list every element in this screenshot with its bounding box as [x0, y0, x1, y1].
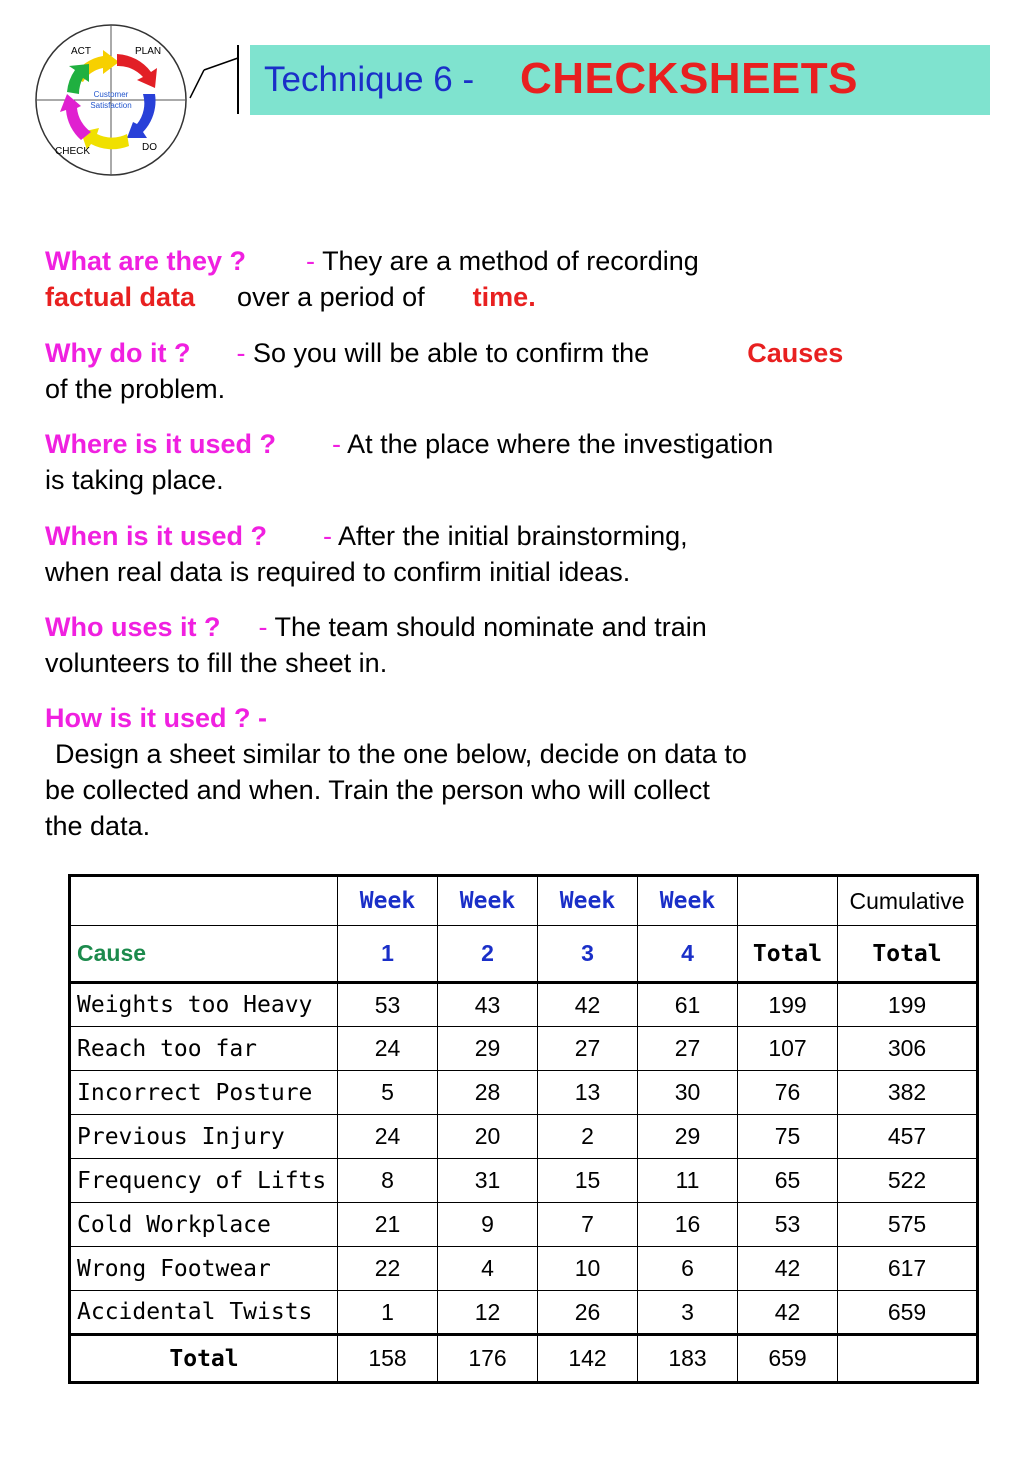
logo-plan-label: PLAN	[135, 46, 162, 57]
qa-why	[45, 335, 975, 407]
week-value-cell: 61	[638, 983, 738, 1027]
table-row	[70, 1247, 978, 1291]
qa-what	[45, 243, 975, 315]
week-value-cell: 29	[638, 1115, 738, 1159]
week-header: Week	[438, 876, 538, 926]
week-value-cell: 27	[538, 1027, 638, 1071]
row-total-cell: 76	[738, 1071, 838, 1115]
cumulative-cell: 199	[838, 983, 978, 1027]
row-total-cell: 42	[738, 1291, 838, 1335]
total-header: Total	[738, 926, 838, 983]
qa-dash: -	[306, 246, 316, 276]
qa-answer: So you will be able to confirm the	[252, 338, 650, 368]
row-total-cell: 107	[738, 1027, 838, 1071]
logo-connector-lines	[186, 40, 246, 120]
week-value-cell: 29	[438, 1027, 538, 1071]
week-header: Week	[338, 876, 438, 926]
qa-question: Where is it used ?	[45, 429, 277, 459]
header-row-numbers	[70, 926, 978, 983]
week-value-cell: 5	[338, 1071, 438, 1115]
qa-answer: The team should nominate and train	[274, 612, 707, 642]
table-row	[70, 1159, 978, 1203]
qa-highlight: time.	[472, 282, 536, 312]
cause-cell: Frequency of Lifts	[70, 1159, 338, 1203]
title-bar	[250, 45, 990, 115]
qa-dash: -	[236, 338, 246, 368]
footer-cumulative	[838, 1335, 978, 1383]
row-total-cell: 199	[738, 983, 838, 1027]
qa-highlight: Causes	[747, 338, 844, 368]
row-total-cell: 75	[738, 1115, 838, 1159]
footer-row	[70, 1335, 978, 1383]
week-value-cell: 26	[538, 1291, 638, 1335]
week-value-cell: 2	[538, 1115, 638, 1159]
cause-cell: Weights too Heavy	[70, 983, 338, 1027]
week-value-cell: 31	[438, 1159, 538, 1203]
qa-how	[45, 700, 975, 844]
qa-highlight: factual data	[45, 282, 196, 312]
week-value-cell: 10	[538, 1247, 638, 1291]
week-value-cell: 43	[438, 983, 538, 1027]
qa-answer: Design a sheet similar to the one below, decide on data to	[55, 739, 747, 769]
qa-when	[45, 518, 975, 590]
qa-answer: be collected and when. Train the person who will collect	[45, 775, 710, 805]
table-row	[70, 983, 978, 1027]
table-row	[70, 1115, 978, 1159]
cumulative-cell: 575	[838, 1203, 978, 1247]
footer-week-total: 158	[338, 1335, 438, 1383]
cause-cell: Reach too far	[70, 1027, 338, 1071]
footer-grand-total: 659	[738, 1335, 838, 1383]
qa-answer: of the problem.	[45, 374, 226, 404]
row-total-cell: 65	[738, 1159, 838, 1203]
logo-check-label: CHECK	[55, 146, 91, 157]
title-prefix: Technique 6 -	[264, 60, 484, 99]
week-value-cell: 7	[538, 1203, 638, 1247]
week-value-cell: 28	[438, 1071, 538, 1115]
week-value-cell: 3	[638, 1291, 738, 1335]
header-row-weeks	[70, 876, 978, 926]
qa-dash: -	[323, 521, 333, 551]
week-number: 2	[438, 926, 538, 983]
cumulative-cell: 306	[838, 1027, 978, 1071]
week-number: 4	[638, 926, 738, 983]
footer-week-total: 183	[638, 1335, 738, 1383]
table-row	[70, 1203, 978, 1247]
week-value-cell: 6	[638, 1247, 738, 1291]
week-value-cell: 12	[438, 1291, 538, 1335]
qa-dash: -	[258, 612, 268, 642]
week-value-cell: 27	[638, 1027, 738, 1071]
logo-act-label: ACT	[71, 46, 91, 57]
qa-question: Why do it ?	[45, 338, 191, 368]
qa-question: What are they ?	[45, 246, 247, 276]
footer-week-total: 142	[538, 1335, 638, 1383]
qa-answer: After the initial brainstorming,	[338, 521, 688, 551]
week-header: Week	[538, 876, 638, 926]
week-value-cell: 13	[538, 1071, 638, 1115]
row-total-cell: 42	[738, 1247, 838, 1291]
table-row	[70, 1071, 978, 1115]
qa-question: How is it used ? -	[45, 703, 268, 733]
footer-week-total: 176	[438, 1335, 538, 1383]
week-value-cell: 24	[338, 1115, 438, 1159]
qa-who	[45, 609, 975, 681]
qa-dash: -	[332, 429, 342, 459]
checksheet-table	[68, 874, 979, 1384]
qa-answer: They are a method of recording	[322, 246, 699, 276]
week-value-cell: 22	[338, 1247, 438, 1291]
qa-answer: when real data is required to confirm initial ideas.	[45, 557, 631, 587]
week-value-cell: 20	[438, 1115, 538, 1159]
cumulative-total-header: Total	[838, 926, 978, 983]
week-value-cell: 11	[638, 1159, 738, 1203]
row-total-cell: 53	[738, 1203, 838, 1247]
cause-cell: Wrong Footwear	[70, 1247, 338, 1291]
week-value-cell: 30	[638, 1071, 738, 1115]
week-value-cell: 4	[438, 1247, 538, 1291]
logo-center-line2: Satisfaction	[90, 101, 132, 110]
cumulative-header: Cumulative	[838, 876, 978, 926]
qa-answer: over a period of	[237, 282, 425, 312]
qa-answer: the data.	[45, 811, 151, 841]
empty-header-cell	[738, 876, 838, 926]
week-header: Week	[638, 876, 738, 926]
footer-label: Total	[70, 1335, 338, 1383]
cause-cell: Previous Injury	[70, 1115, 338, 1159]
qa-answer: volunteers to fill the sheet in.	[45, 648, 388, 678]
table-row	[70, 1027, 978, 1071]
week-number: 3	[538, 926, 638, 983]
cumulative-cell: 457	[838, 1115, 978, 1159]
logo-do-label: DO	[142, 142, 157, 153]
cause-header: Cause	[70, 926, 338, 983]
empty-header-cell	[70, 876, 338, 926]
page-title: CHECKSHEETS	[520, 54, 858, 103]
cumulative-cell: 382	[838, 1071, 978, 1115]
week-number: 1	[338, 926, 438, 983]
cumulative-cell: 659	[838, 1291, 978, 1335]
cause-cell: Cold Workplace	[70, 1203, 338, 1247]
table-row	[70, 1291, 978, 1335]
cumulative-cell: 617	[838, 1247, 978, 1291]
week-value-cell: 16	[638, 1203, 738, 1247]
cause-cell: Accidental Twists	[70, 1291, 338, 1335]
week-value-cell: 24	[338, 1027, 438, 1071]
week-value-cell: 8	[338, 1159, 438, 1203]
pdca-cycle-logo	[33, 22, 189, 178]
qa-question: Who uses it ?	[45, 612, 221, 642]
cause-cell: Incorrect Posture	[70, 1071, 338, 1115]
week-value-cell: 9	[438, 1203, 538, 1247]
week-value-cell: 21	[338, 1203, 438, 1247]
week-value-cell: 53	[338, 983, 438, 1027]
week-value-cell: 1	[338, 1291, 438, 1335]
week-value-cell: 42	[538, 983, 638, 1027]
qa-where	[45, 426, 975, 498]
qa-answer: At the place where the investigation	[347, 429, 774, 459]
week-value-cell: 15	[538, 1159, 638, 1203]
qa-question: When is it used ?	[45, 521, 268, 551]
qa-answer: is taking place.	[45, 465, 224, 495]
cumulative-cell: 522	[838, 1159, 978, 1203]
logo-center-line1: Customer	[93, 90, 129, 99]
